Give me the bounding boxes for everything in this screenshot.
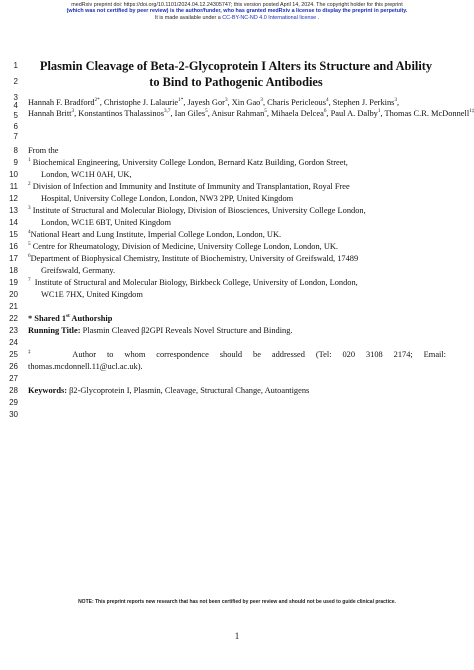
line-number: 6 [13, 122, 18, 131]
paper-title-line-1: Plasmin Cleavage of Beta-2-Glycoprotein I Alters its Structure and Ability [39, 59, 433, 73]
affiliation-7 [28, 278, 446, 288]
affiliation-text: Institute of Structural and Molecular Biology, Birkbeck College, University of London, London, [34, 278, 358, 287]
line-number: 10 [9, 170, 18, 179]
author-affiliation-mark: 6 [323, 108, 327, 115]
author-affiliation-mark: 3 [394, 97, 398, 104]
affiliation-text: Biochemical Engineering, University College London, Bernard Katz Building, Gordon Street, [32, 158, 348, 167]
banner-line-3-prefix: It is made available under a [154, 14, 223, 21]
banner-line-3 [0, 15, 474, 21]
banner-line-2: (which was not certified by peer review) is the author/funder, who has granted medRxiv a license to display the preprint in perpetuity. [66, 8, 408, 15]
correspondence-line-1 [28, 350, 446, 360]
author-name: Jayesh Gor [187, 98, 225, 107]
author-name: Ian Giles [174, 109, 206, 118]
line-number: 4 [13, 101, 18, 110]
author-name: Xin Gao [231, 98, 261, 107]
affiliation-6 [28, 254, 446, 264]
author-affiliation-mark: 3,7 [163, 108, 171, 115]
correspondence-mark: ‡ [28, 349, 40, 356]
author-name: Mihaela Delcea [271, 109, 324, 118]
author-name: Konstantinos Thalassinos [78, 109, 164, 118]
affiliation-4 [28, 230, 446, 240]
affiliation-5 [28, 242, 446, 252]
author-affiliation-mark: 3 [71, 108, 75, 115]
line-number: 20 [9, 290, 18, 299]
line-number: 3 [13, 93, 18, 102]
running-title-label: Running Title: [28, 326, 81, 335]
shared-sup: st [66, 313, 70, 320]
affiliation-2 [28, 182, 446, 192]
affiliation-6-cont: Greifswald, Germany. [41, 266, 116, 275]
affiliation-number: 7 [28, 277, 31, 284]
line-number: 22 [9, 314, 18, 323]
running-title-text: Plasmin Cleaved β2GPI Reveals Novel Structure and Binding. [80, 326, 293, 335]
correspondence-email[interactable]: thomas.mcdonnell.11@ucl.ac.uk). [28, 362, 143, 371]
author-affiliation-mark: 4 [325, 97, 329, 104]
line-number: 30 [9, 410, 18, 419]
line-number: 7 [13, 132, 18, 141]
author-name: Hannah Britt [28, 109, 72, 118]
affiliation-text: Centre for Rheumatology, Division of Medicine, University College London, London, UK. [32, 242, 339, 251]
keywords-text: β2-Glycoprotein I, Plasmin, Cleavage, Structural Change, Autoantigens [67, 386, 310, 395]
correspondence-text: Author to whom correspondence should be addressed (Tel: 020 3108 2174; Email: [72, 350, 447, 359]
affiliation-number: 2 [28, 181, 31, 188]
running-title [28, 326, 446, 336]
preprint-banner [0, 2, 474, 21]
author-line-1: Hannah F. Bradford$^{2*}$, Christophe J. Lalaurie$^{1*}$, Jayesh Gor$^3$, Xin Gao$^3$, Charis Pericleous$^4$, Stephen J. Perkins$^3$, [28, 97, 400, 107]
affiliation-number: 1 [28, 157, 31, 164]
author-line-2: Hannah Britt$^3$, Konstantinos Thalassinos$^{3,7}$, Ian Giles$^5$, Anisur Rahman$^5$, Mihaela Delcea$^6$, Paul A. Dalby$^1$, Thomas C.R. McDonnell$^{1\ddagger}$ [28, 108, 474, 118]
author-affiliation-mark: 1 [377, 108, 381, 115]
line-number: 19 [9, 278, 18, 287]
license-link[interactable]: CC-BY-NC-ND 4.0 International license [222, 14, 317, 21]
preprint-footnote: NOTE: This preprint reports new research that has not been certified by peer review and should not be used to guide clinical practice. [78, 599, 396, 605]
line-number: 1 [13, 61, 18, 70]
affiliation-number: 6 [28, 253, 31, 260]
shared-authorship-note [28, 314, 446, 324]
paper-title-line-2: to Bind to Pathogenic Antibodies [149, 75, 323, 89]
line-number: 14 [9, 218, 18, 227]
line-number: 18 [9, 266, 18, 275]
affiliation-text: Institute of Structural and Molecular Biology, Division of Biosciences, University College London, [32, 206, 366, 215]
line-number: 5 [13, 111, 18, 120]
author-affiliation-mark: 3 [224, 97, 228, 104]
author-name: Christophe J. Lalaurie [103, 98, 179, 107]
affiliation-number: 3 [28, 205, 31, 212]
affiliation-text: Department of Biophysical Chemistry, Institute of Biochemistry, University of Greifswald, 17489 [30, 254, 359, 263]
page-number: 1 [234, 632, 240, 642]
keywords [28, 386, 446, 396]
line-number: 26 [9, 362, 18, 371]
author-name: Thomas C.R. McDonnell [384, 109, 470, 118]
author-name: Stephen J. Perkins [332, 98, 395, 107]
line-number: 13 [9, 206, 18, 215]
keywords-label: Keywords: [28, 386, 68, 395]
line-number: 23 [9, 326, 18, 335]
author-name: Charis Pericleous [267, 98, 326, 107]
author-affiliation-mark: 2* [94, 97, 100, 104]
affiliations-intro: From the [28, 146, 59, 155]
affiliation-number: 5 [28, 241, 31, 248]
line-number: 25 [9, 350, 18, 359]
author-name: Paul A. Dalby [330, 109, 378, 118]
affiliation-3 [28, 206, 446, 216]
affiliation-number: 4 [28, 229, 31, 236]
line-number: 2 [13, 77, 18, 86]
line-number: 8 [13, 146, 18, 155]
author-affiliation-mark: 3 [260, 97, 263, 104]
shared-suffix: Authorship [69, 314, 113, 323]
line-number: 9 [13, 158, 18, 167]
line-number: 21 [9, 302, 18, 311]
line-number: 12 [9, 194, 18, 203]
line-number: 11 [9, 182, 18, 191]
author-affiliation-mark: 1* [178, 97, 184, 104]
line-number: 27 [9, 374, 18, 383]
line-number: 15 [9, 230, 18, 239]
banner-line-1: medRxiv preprint doi: https://doi.org/10.1101/2024.04.12.24305747; this version posted April 14, 2024. The copyright holder for this preprint [71, 2, 403, 8]
author-name: Anisur Rahman [211, 109, 265, 118]
author-affiliation-mark: 5 [264, 108, 267, 115]
affiliation-text: National Heart and Lung Institute, Imperial College London, London, UK. [30, 230, 282, 239]
affiliation-1-cont: London, WC1H 0AH, UK, [41, 170, 132, 179]
line-number: 16 [9, 242, 18, 251]
author-affiliation-mark: 1‡ [469, 108, 474, 115]
shared-prefix: * Shared 1 [28, 314, 67, 323]
author-name: Hannah F. Bradford [28, 98, 95, 107]
line-number: 28 [9, 386, 18, 395]
author-affiliation-mark: 5 [205, 108, 208, 115]
affiliation-2-cont: Hospital, University College London, London, NW3 2PP, United Kingdom [41, 194, 294, 203]
affiliation-7-cont: WC1E 7HX, United Kingdom [41, 290, 143, 299]
affiliation-3-cont: London, WC1E 6BT, United Kingdom [41, 218, 171, 227]
line-number: 17 [9, 254, 18, 263]
affiliation-text: Division of Infection and Immunity and Institute of Immunity and Transplantation, Royal Free [32, 182, 350, 191]
affiliation-1 [28, 158, 446, 168]
banner-line-3-suffix: . [316, 14, 320, 21]
line-number: 24 [9, 338, 18, 347]
line-number: 29 [9, 398, 18, 407]
